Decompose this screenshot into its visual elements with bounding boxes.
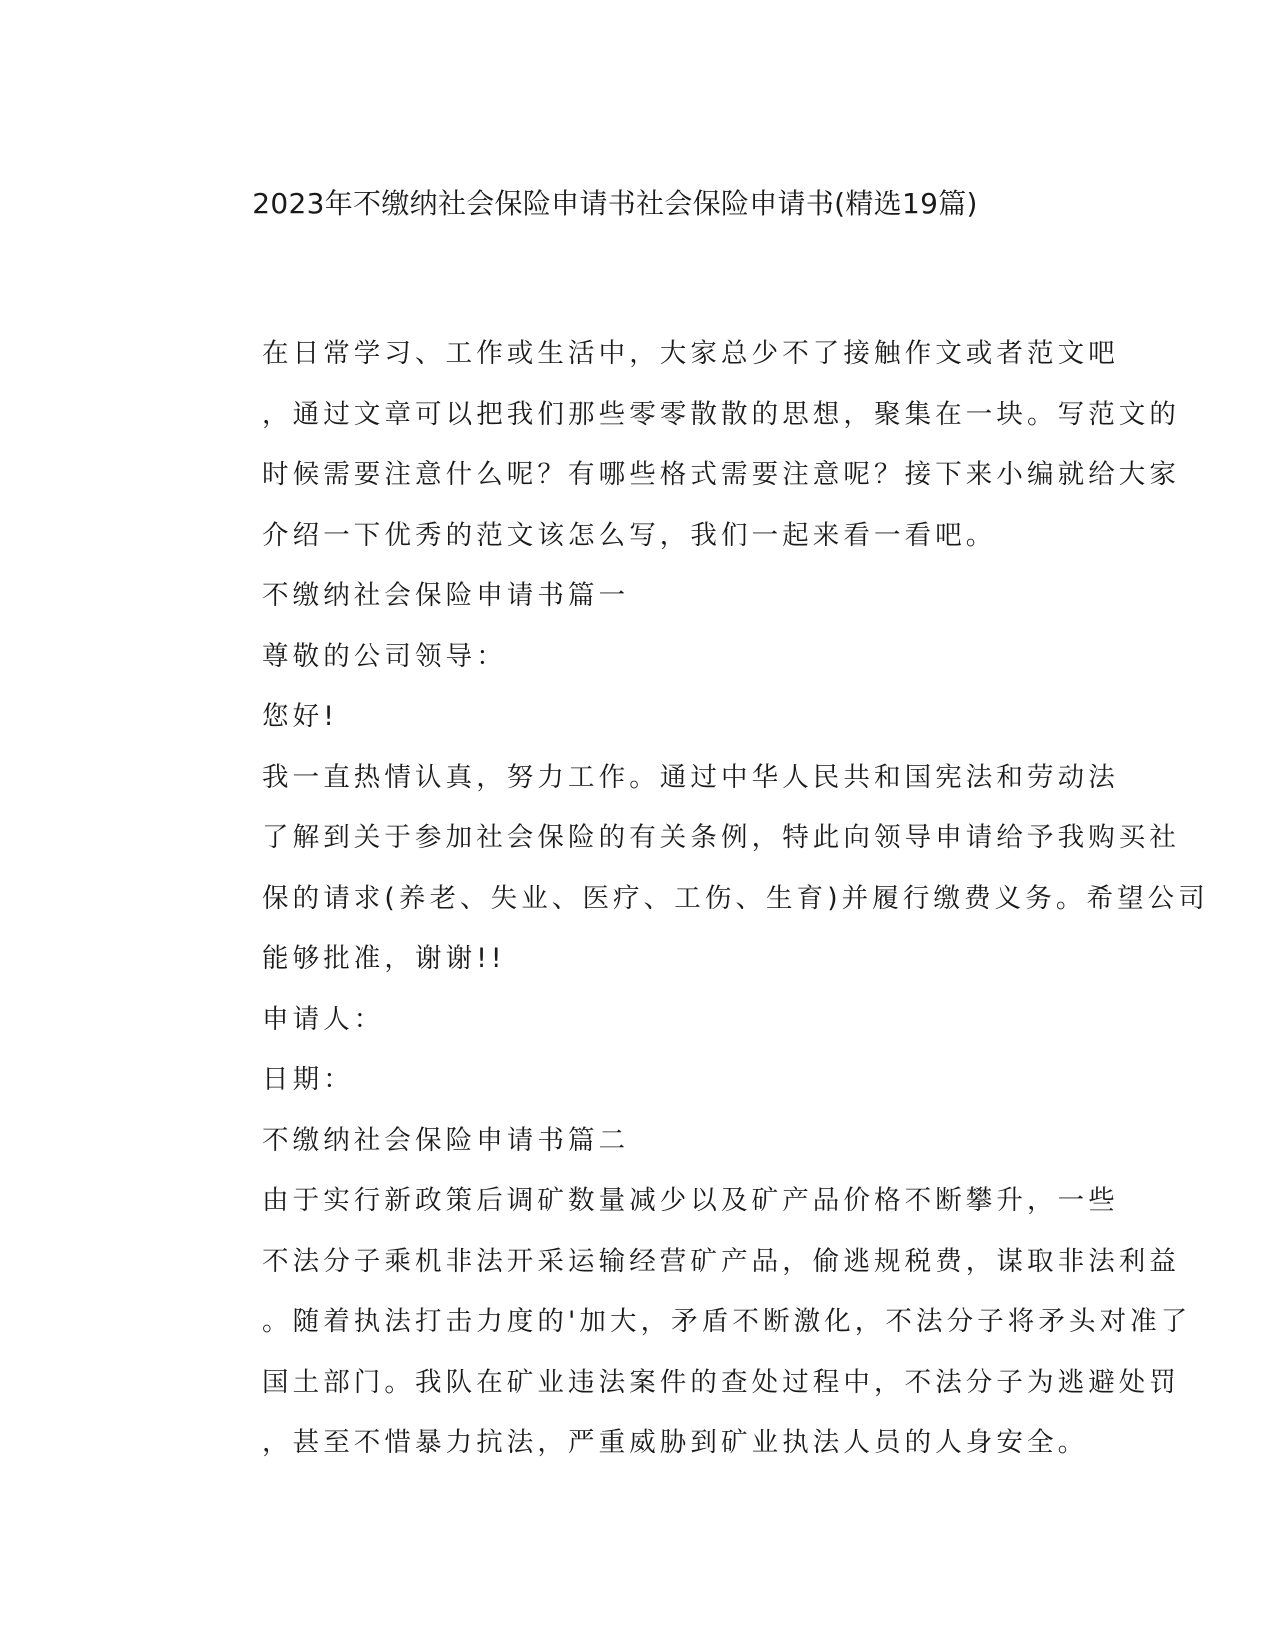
text-line: 由于实行新政策后调矿数量减少以及矿产品价格不断攀升，一些 (262, 1185, 1119, 1216)
text-line: ，通过文章可以把我们那些零零散散的思想，聚集在一块。写范文的 (262, 398, 1180, 430)
text-line: 介绍一下优秀的范文该怎么写，我们一起来看一看吧。 (262, 519, 997, 551)
text-line: 能够批准，谢谢!! (262, 943, 506, 974)
document-title: 2023年不缴纳社会保险申请书社会保险申请书(精选19篇) (252, 187, 978, 220)
paragraph-request (190, 748, 1209, 990)
section-heading-2 (190, 1111, 1090, 1172)
text-line: 国土部门。我队在矿业违法案件的查处过程中，不法分子为逃避处罚 (262, 1366, 1180, 1398)
text-line: 申请人： (262, 1003, 385, 1035)
text-line: 时候需要注意什么呢？有哪些格式需要注意呢？接下来小编就给大家 (262, 459, 1180, 490)
text-line: 尊敬的公司领导： (262, 640, 507, 672)
text-line: 了解到关于参加社会保险的有关条例，特此向领导申请给予我购买社 (262, 822, 1180, 853)
text-line: 不缴纳社会保险申请书篇二 (262, 1124, 630, 1156)
date-label (190, 1050, 1090, 1111)
text-line: 我一直热情认真，努力工作。通过中华人民共和国宪法和劳动法 (262, 761, 1119, 793)
section-heading-1 (190, 566, 1090, 627)
greeting (190, 687, 1090, 748)
text-line: 在日常学习、工作或生活中，大家总少不了接触作文或者范文吧 (262, 338, 1119, 369)
text-line: 不法分子乘机非法开采运输经营矿产品，偷逃规税费，谋取非法利益 (262, 1245, 1180, 1277)
text-line: ，甚至不惜暴力抗法，严重威胁到矿业执法人员的人身安全。 (262, 1427, 1089, 1458)
text-line: 保的请求(养老、失业、医疗、工伤、生育)并履行缴费义务。希望公司 (262, 882, 1209, 914)
text-line: 日期： (262, 1064, 354, 1095)
paragraph-intro (190, 324, 1180, 566)
text-line: 您好! (262, 701, 338, 732)
paragraph-background (190, 1171, 1192, 1474)
document-body (190, 324, 1209, 1474)
salutation (190, 627, 1090, 688)
applicant-label (190, 990, 1090, 1051)
text-line: 。随着执法打击力度的'加大，矛盾不断激化，不法分子将矛头对准了 (262, 1306, 1192, 1337)
text-line: 不缴纳社会保险申请书篇一 (262, 580, 630, 611)
